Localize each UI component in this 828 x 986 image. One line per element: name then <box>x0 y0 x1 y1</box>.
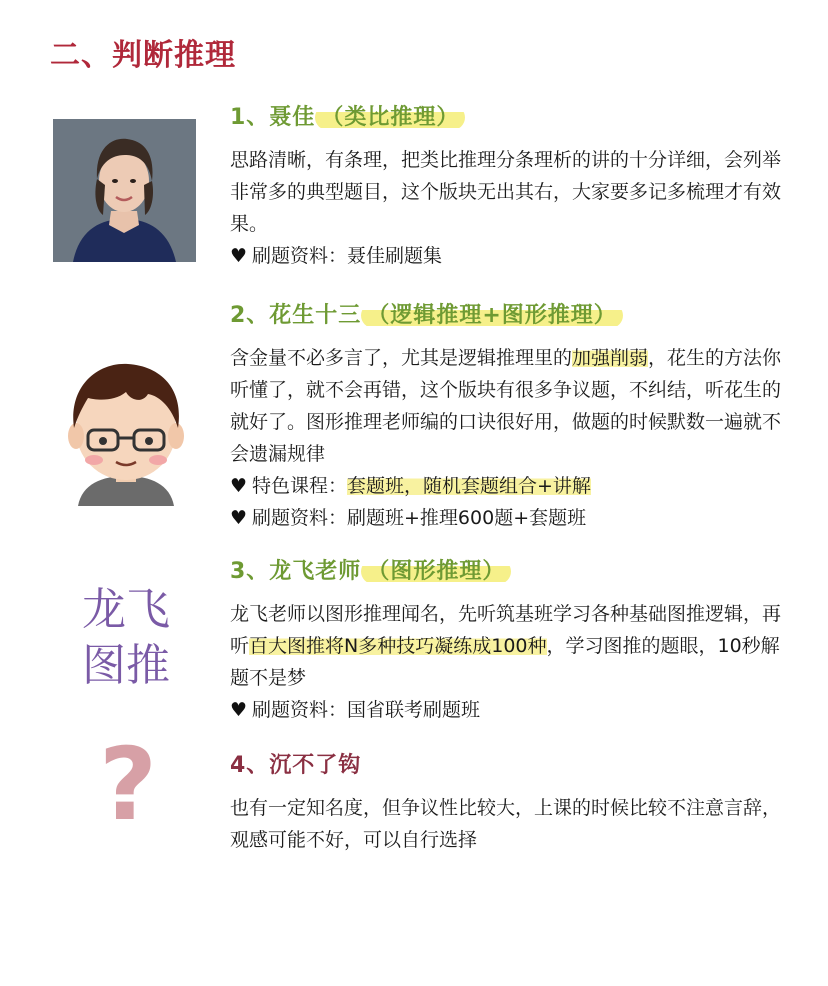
resource-line-1 <box>230 240 790 272</box>
teacher-desc-4: 也有一定知名度，但争议性比较大，上课的时候比较不注意言辞，观感可能不好，可以自行选择 <box>230 797 782 851</box>
teacher-tag-2: （逻辑推理+图形推理） <box>361 303 622 328</box>
teacher-desc-2 <box>230 342 790 470</box>
teacher-title-1 <box>230 102 790 134</box>
resource-label: 特色课程： <box>252 475 348 497</box>
resource-label: 刷题资料： <box>252 507 348 529</box>
resource-label: 刷题资料： <box>252 245 348 267</box>
teacher-name-1: 1、聂佳 <box>230 105 316 130</box>
teacher-title-2 <box>230 300 790 332</box>
teacher-title-4: 4、沉不了钩 <box>230 753 362 778</box>
teacher-tag-3: （图形推理） <box>361 559 511 584</box>
desc-highlight: 百大图推将N多种技巧凝练成100种 <box>249 635 547 657</box>
question-mark-icon: ? <box>98 726 157 843</box>
resource-value: 国省联考刷题班 <box>347 699 481 721</box>
resource-line-2 <box>230 502 790 534</box>
longfei-line-2: 图推 <box>82 641 170 690</box>
teacher-name-2: 2、花生十三 <box>230 303 362 328</box>
teacher-photo-niejia <box>53 119 196 262</box>
heart-icon: ♥ <box>230 699 248 721</box>
person-photo-icon <box>53 119 196 262</box>
teacher-item-2 <box>230 300 790 534</box>
teacher-item-3 <box>230 556 790 726</box>
teacher-desc-1: 思路清晰，有条理，把类比推理分条理析的讲的十分详细，会列举非常多的典型题目，这个版块无出其右，大家要多记多梳理才有效果。 <box>230 149 782 235</box>
resource-line-3 <box>230 694 790 726</box>
cartoon-avatar-icon <box>60 356 192 506</box>
resource-label: 刷题资料： <box>252 699 348 721</box>
desc-text: ，学习图推的题眼，10秒解题不是梦 <box>230 635 780 689</box>
heart-icon: ♥ <box>230 475 248 497</box>
resource-value: 刷题班+推理600题+套题班 <box>347 507 587 529</box>
teacher-desc-3 <box>230 598 790 694</box>
teacher-title-3 <box>230 556 790 588</box>
desc-text: 含金量不必多言了，尤其是逻辑推理里的 <box>230 347 573 369</box>
feature-course-line <box>230 470 790 502</box>
desc-highlight: 加强削弱 <box>572 347 649 369</box>
resource-value-highlight: 套题班，随机套题组合+讲解 <box>347 475 591 497</box>
teacher-item-1 <box>230 102 790 272</box>
section-title: 二、判断推理 <box>50 38 236 73</box>
heart-icon: ♥ <box>230 507 248 529</box>
resource-value: 聂佳刷题集 <box>347 245 443 267</box>
longfei-logo-text <box>76 582 176 694</box>
teacher-item-4 <box>230 750 790 856</box>
desc-text: 龙飞老师以图形推理闻名，先听筑基班学习各种基础图推逻辑，再听 <box>230 603 782 657</box>
teacher-avatar-huasheng <box>60 356 192 506</box>
longfei-line-1: 龙飞 <box>82 585 170 634</box>
teacher-name-3: 3、龙飞老师 <box>230 559 362 584</box>
teacher-tag-1: （类比推理） <box>315 105 465 130</box>
desc-text: ，花生的方法你听懂了，就不会再错，这个版块有很多争议题，不纠结，听花生的就好了。图形推理老师编的口诀很好用，做题的时候默数一遍就不会遗漏规律 <box>230 347 782 465</box>
heart-icon: ♥ <box>230 245 248 267</box>
